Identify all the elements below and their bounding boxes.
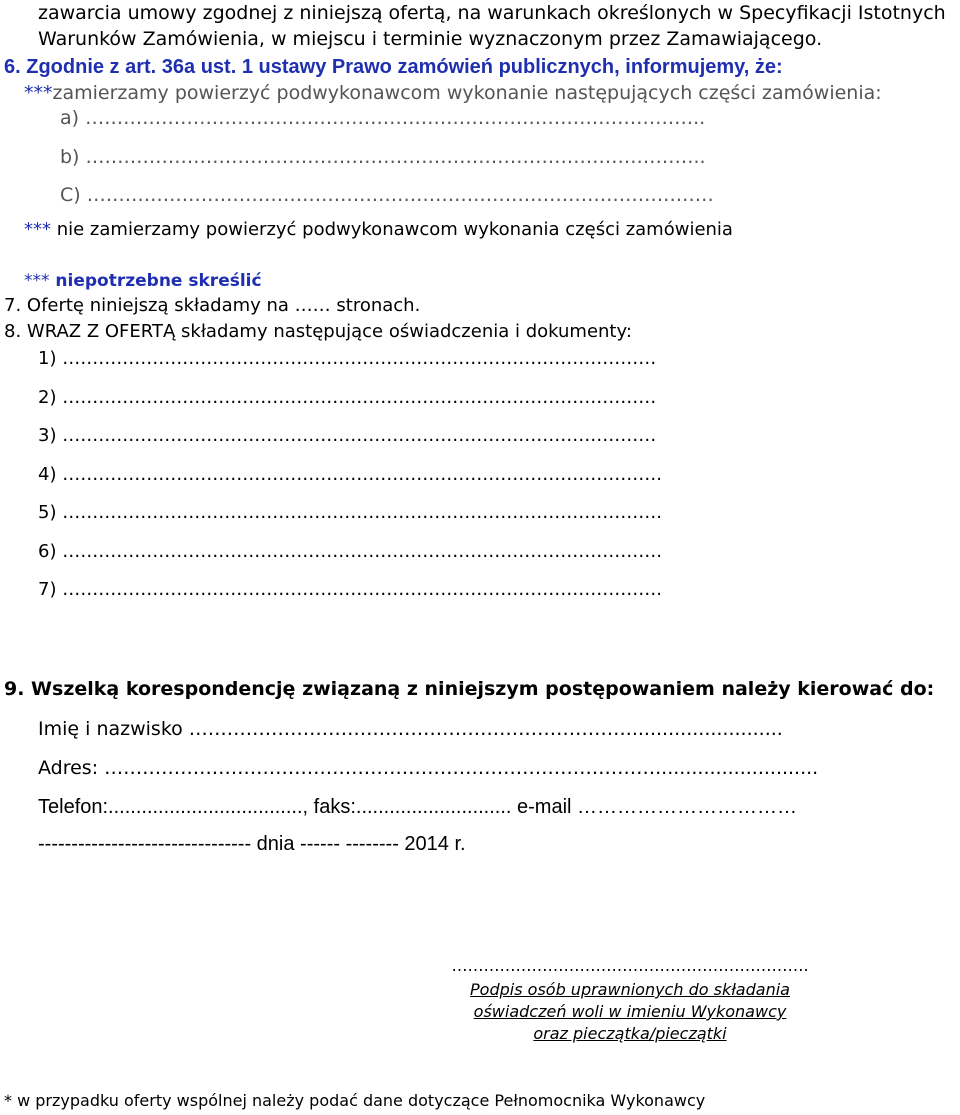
paragraph-line: Warunków Zamówienia, w miejscu i terminie wyznaczonym przez Zamawiającego. — [38, 28, 823, 50]
section-6-heading: 6. Zgodnie z art. 36a ust. 1 ustawy Prawo zamówień publicznych, informujemy, że: — [4, 56, 783, 78]
asterisk-marker: *** — [24, 82, 53, 104]
signature-caption-line: oświadczeń woli w imieniu Wykonawcy — [473, 1002, 787, 1021]
footnote: * w przypadku oferty wspólnej należy podać dane dotyczące Pełnomocnika Wykonawcy — [4, 1091, 706, 1110]
option-text: zamierzamy powierzyć podwykonawcom wykonanie następujących części zamówienia: — [52, 82, 882, 104]
section-7: 7. Ofertę niniejszą składamy na …… stronach. — [4, 295, 421, 316]
signature-caption-line: Podpis osób uprawnionych do składania — [470, 980, 790, 999]
contact-name: Imię i nazwisko …………………………………………………………….......................... — [38, 718, 783, 740]
subcontract-option-no — [24, 221, 733, 239]
section-9-heading: 9. Wszelką korespondencję związaną z niniejszym postępowaniem należy kierować do: — [4, 678, 935, 700]
option-text: nie zamierzamy powierzyć podwykonawcom wykonania części zamówienia — [51, 219, 733, 240]
asterisk-marker: *** — [24, 219, 51, 240]
signature-caption-line: oraz pieczątka/pieczątki — [533, 1024, 727, 1043]
strike-note-text: niepotrzebne skreślić — [49, 271, 262, 291]
signature-dots: …………………………………………………………. — [451, 956, 809, 975]
asterisk-marker: *** — [24, 271, 50, 291]
document-item: 5) ………………………………………………………………………………………. — [38, 502, 662, 523]
document-item: 1) ……………………………………………………………………………………… — [38, 348, 657, 369]
document-item: 6) ………………………………………………………………………………………. — [38, 541, 662, 562]
document-item: 4) ………………………………………………………………………………………. — [38, 464, 662, 485]
contact-address: Adres: ……………………………………………………………………………........................... — [38, 757, 819, 779]
paragraph-line: zawarcia umowy zgodnej z niniejszą ofertą, na warunkach określonych w Specyfikacji Istotnych — [38, 2, 946, 24]
date-line: -------------------------------- dnia ------ -------- 2014 r. — [38, 833, 466, 855]
document-item: 3) ……………………………………………………………………………………… — [38, 425, 657, 446]
subcontract-item-a: a) …………………………………………………………………………………….. — [60, 107, 706, 129]
contact-phone-fax-email: Telefon:..................................., faks:............................ e-mail …………………………… — [38, 796, 798, 818]
subcontract-item-c: C) ……………………………………………………………………………………… — [60, 184, 714, 206]
document-item: 2) ……………………………………………………………………………………… — [38, 387, 657, 408]
subcontract-item-b: b) …………………………………………………………………………………….. — [60, 146, 706, 168]
strike-note — [24, 273, 262, 290]
subcontract-option-yes — [24, 84, 882, 103]
section-8: 8. WRAZ Z OFERTĄ składamy następujące oświadczenia i dokumenty: — [4, 321, 632, 342]
document-item: 7) ………………………………………………………………………………………. — [38, 579, 662, 600]
